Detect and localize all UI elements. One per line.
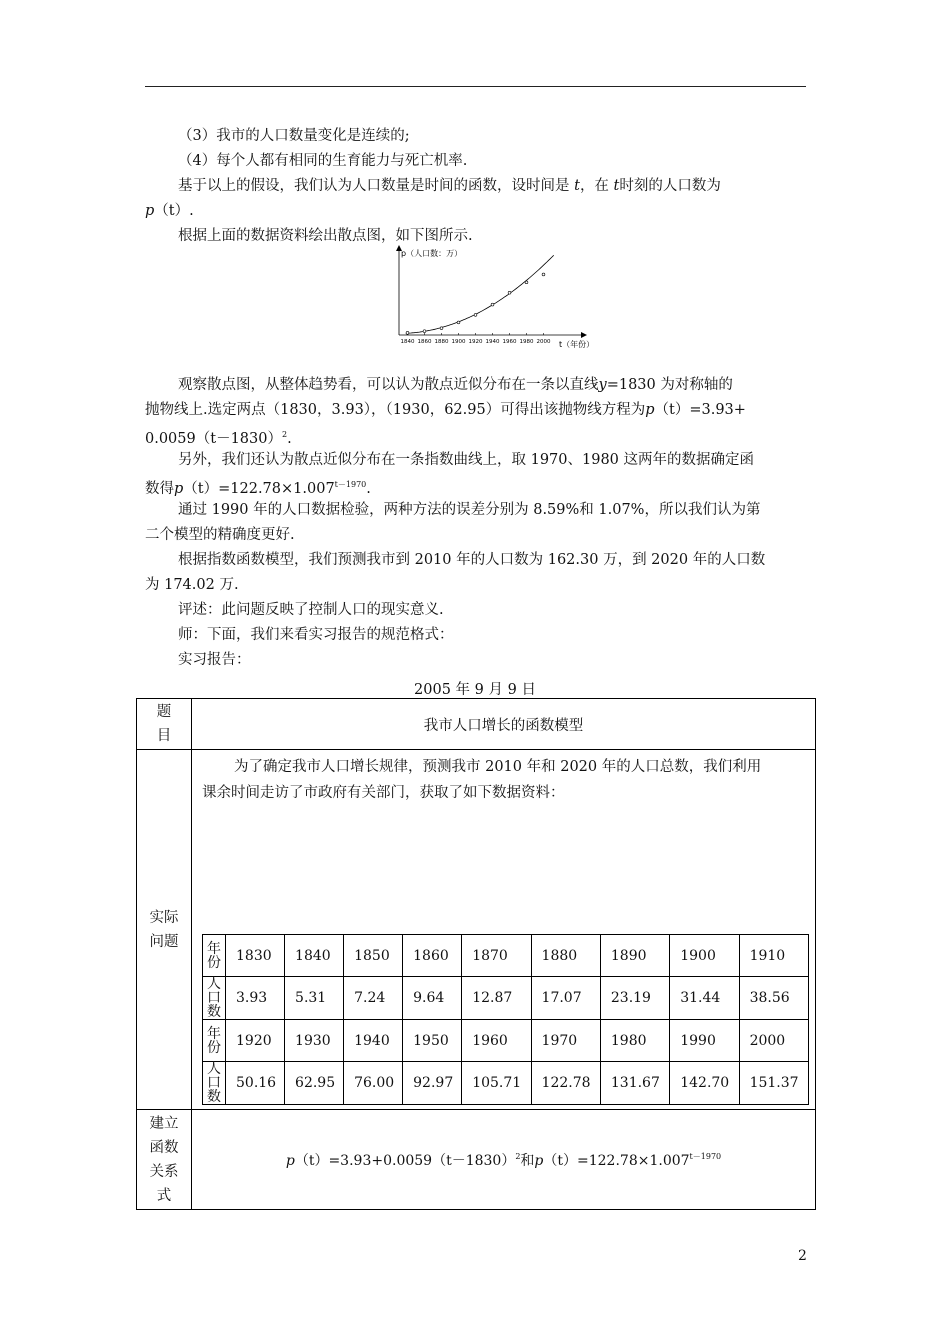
scatter-point	[508, 291, 511, 294]
year-cell: 1900	[670, 935, 739, 977]
table-row	[203, 935, 809, 977]
population-cell: 50.16	[226, 1062, 285, 1105]
report-title: 我市人口增长的函数模型	[192, 699, 816, 750]
scatter-point	[406, 331, 409, 334]
data-table	[202, 934, 809, 1105]
paragraph-line: 另外，我们还认为散点近似分布在一条指数曲线上，取 1970、1980 这两年的数据确定函	[178, 452, 755, 468]
paragraph-line: 师：下面，我们来看实习报告的规范格式：	[178, 627, 454, 643]
year-cell: 1910	[739, 935, 808, 977]
year-cell: 1860	[403, 935, 462, 977]
x-tick-label: 1940	[485, 339, 500, 345]
year-cell: 1840	[285, 935, 344, 977]
scatter-point	[491, 303, 494, 306]
year-header: 年份	[203, 1020, 226, 1062]
year-cell: 1990	[670, 1020, 739, 1062]
year-cell: 2000	[739, 1020, 808, 1062]
paragraph-line: 根据指数函数模型，我们预测我市到 2010 年的人口数为 162.30 万，到 2020 年的人口数	[178, 552, 766, 568]
trend-curve	[406, 255, 554, 333]
paragraph-line: 实习报告：	[178, 652, 251, 668]
paragraph-line: 数得$p(t)=122.78\times 1.007^{t-1970}$.	[145, 480, 371, 497]
scatter-point	[423, 330, 426, 333]
year-header: 年份	[203, 935, 226, 977]
year-cell: 1960	[462, 1020, 531, 1062]
x-tick-label: 1840	[400, 339, 415, 345]
x-tick-label: 1920	[468, 339, 483, 345]
x-tick-label: 1860	[417, 339, 432, 345]
population-cell: 5.31	[285, 977, 344, 1020]
y-axis-label: p（人口数：万）	[401, 249, 463, 258]
population-cell: 17.07	[531, 977, 600, 1020]
problem-cell	[192, 750, 816, 1110]
population-cell: 38.56	[739, 977, 808, 1020]
row-label-problem: 实际问题	[137, 750, 192, 1110]
year-cell: 1970	[531, 1020, 600, 1062]
pop-header: 人口数	[203, 1062, 226, 1105]
x-axis-label: t（年份）	[559, 340, 595, 349]
row-label-title: 题目	[137, 699, 192, 750]
report-date: 2005 年 9 月 9 日	[414, 682, 536, 698]
paragraph-line: 评述：此问题反映了控制人口的现实意义.	[178, 602, 444, 618]
assumption-4: （4）每个人都有相同的生育能力与死亡机率.	[178, 153, 468, 169]
problem-intro-2: 课余时间走访了市政府有关部门，获取了如下数据资料：	[202, 785, 565, 801]
x-tick-label: 1980	[519, 339, 534, 345]
function-formula: $p(t)=3.93+0.0059(t-1830)^2$和$p(t)=122.78\times 1.007^{t-1970}$	[192, 1110, 816, 1210]
scatter-point	[440, 327, 443, 330]
population-cell: 3.93	[226, 977, 285, 1020]
paragraph-line: 根据上面的数据资料绘出散点图，如下图所示.	[178, 228, 473, 244]
population-cell: 62.95	[285, 1062, 344, 1105]
scatter-point	[457, 321, 460, 324]
x-axis-arrow	[581, 332, 587, 338]
paragraph-line: 观察散点图，从整体趋势看，可以认为散点近似分布在一条以直线y=1830 为对称轴的	[178, 377, 733, 393]
year-cell: 1930	[285, 1020, 344, 1062]
population-cell: 105.71	[462, 1062, 531, 1105]
population-cell: 92.97	[403, 1062, 462, 1105]
population-cell: 151.37	[739, 1062, 808, 1105]
year-cell: 1950	[403, 1020, 462, 1062]
paragraph-line: 二个模型的精确度更好.	[145, 527, 295, 543]
pop-header: 人口数	[203, 977, 226, 1020]
population-cell: 9.64	[403, 977, 462, 1020]
population-cell: 23.19	[600, 977, 669, 1020]
population-cell: 122.78	[531, 1062, 600, 1105]
population-cell: 131.67	[600, 1062, 669, 1105]
population-cell: 7.24	[344, 977, 403, 1020]
x-tick-label: 1900	[451, 339, 466, 345]
row-label-function: 建立函数关系式	[137, 1110, 192, 1210]
year-cell: 1850	[344, 935, 403, 977]
page-number: 2	[798, 1248, 807, 1264]
year-cell: 1830	[226, 935, 285, 977]
paragraph-line: 基于以上的假设，我们认为人口数量是时间的函数，设时间是 t，在 t时刻的人口数为	[178, 178, 721, 194]
year-cell: 1940	[344, 1020, 403, 1062]
population-cell: 76.00	[344, 1062, 403, 1105]
assumption-3: （3）我市的人口数量变化是连续的;	[178, 128, 410, 144]
scatter-point	[474, 314, 477, 317]
paragraph-line: 为 174.02 万.	[145, 577, 239, 593]
population-cell: 31.44	[670, 977, 739, 1020]
table-row	[203, 977, 809, 1020]
x-tick-label: 1880	[434, 339, 449, 345]
report-table	[136, 698, 816, 1210]
scatter-chart	[375, 245, 605, 357]
scatter-point	[525, 281, 528, 284]
scatter-point	[542, 273, 545, 276]
problem-intro: 为了确定我市人口增长规律，预测我市 2010 年和 2020 年的人口总数，我们利用	[234, 759, 762, 775]
population-cell: 12.87	[462, 977, 531, 1020]
population-cell: 142.70	[670, 1062, 739, 1105]
year-cell: 1890	[600, 935, 669, 977]
year-cell: 1920	[226, 1020, 285, 1062]
header-rule	[145, 86, 806, 87]
year-cell: 1880	[531, 935, 600, 977]
paragraph-line: 通过 1990 年的人口数据检验，两种方法的误差分别为 8.59%和 1.07%，所以我们认为第	[178, 502, 761, 518]
paragraph-line: $0.0059(t-1830)^2$.	[145, 430, 292, 447]
paragraph-line: p（t）.	[145, 203, 194, 219]
x-tick-label: 1960	[502, 339, 517, 345]
year-cell: 1870	[462, 935, 531, 977]
x-tick-label: 2000	[536, 339, 551, 345]
table-row	[203, 1062, 809, 1105]
year-cell: 1980	[600, 1020, 669, 1062]
paragraph-line: 抛物线上.选定两点（1830，3.93），（1930，62.95）可得出该抛物线方程为p（t）=3.93+	[145, 402, 746, 418]
table-row	[203, 1020, 809, 1062]
